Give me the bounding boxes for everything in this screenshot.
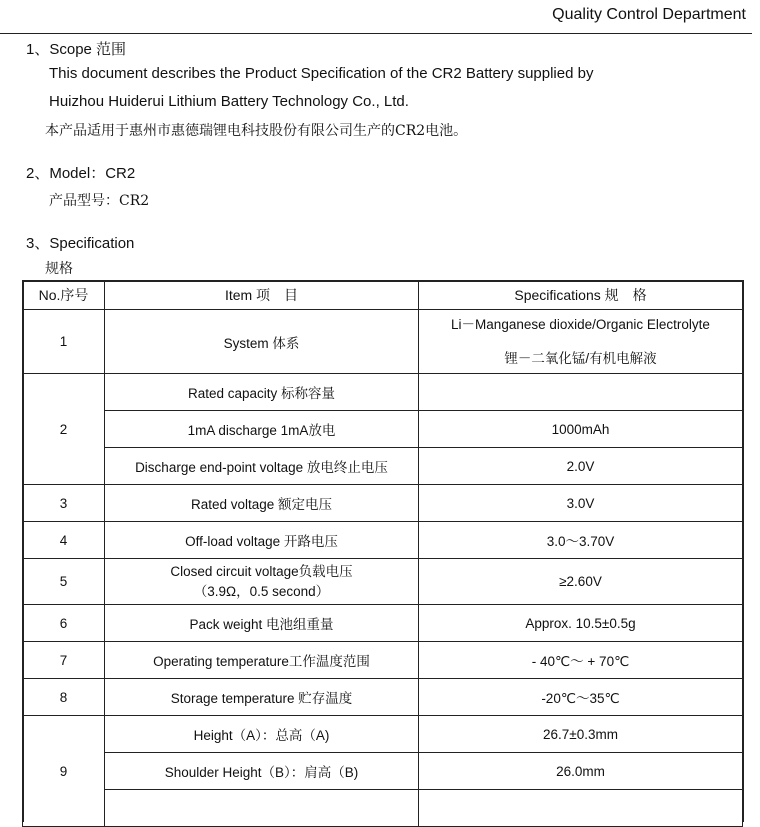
table-row (23, 448, 743, 485)
table-row (23, 374, 743, 411)
table-row (23, 522, 743, 559)
table-row (23, 790, 743, 827)
row-spec: -20℃～35℃ (419, 679, 743, 716)
row-spec: 3.0～3.70V (419, 522, 743, 559)
row-no: 4 (23, 522, 105, 559)
row-spec-line-1: Li－Manganese dioxide/Organic Electrolyte (451, 316, 710, 332)
table-row (23, 559, 743, 605)
row-item: Rated capacity 标称容量 (105, 374, 419, 411)
table-row (23, 411, 743, 448)
scope-heading: 1、Scope 范围 (26, 41, 127, 58)
row-item: Storage temperature 贮存温度 (105, 679, 419, 716)
row-item: Height（A）：总高（A) (105, 716, 419, 753)
row-no: 6 (23, 605, 105, 642)
table-row (23, 310, 743, 374)
row-spec (419, 790, 743, 827)
header-item: Item 项 目 (105, 281, 419, 310)
table-row (23, 716, 743, 753)
row-no: 1 (23, 310, 105, 374)
header-no: No.序号 (23, 281, 105, 310)
row-item: Pack weight 电池组重量 (105, 605, 419, 642)
row-spec: - 40℃～ + 70℃ (419, 642, 743, 679)
row-no: 8 (23, 679, 105, 716)
row-no: 3 (23, 485, 105, 522)
row-item: Shoulder Height（B）：肩高（B) (105, 753, 419, 790)
row-item: System 体系 (105, 310, 419, 374)
department-label: Quality Control Department (552, 6, 746, 23)
row-spec (419, 310, 743, 374)
scope-line-3: 本产品适用于惠州市惠德瑞锂电科技股份有限公司生产的CR2电池。 (45, 123, 468, 139)
model-line-1: 产品型号：CR2 (49, 193, 150, 209)
table-header-row (23, 281, 743, 310)
row-item: Discharge end-point voltage 放电终止电压 (105, 448, 419, 485)
page-header (0, 0, 752, 34)
row-item: Off-load voltage 开路电压 (105, 522, 419, 559)
row-spec (419, 374, 743, 411)
table-row (23, 753, 743, 790)
row-spec: 26.7±0.3mm (419, 716, 743, 753)
specification-subheading: 规格 (45, 261, 73, 277)
row-item-line-2: （3.9Ω，0.5 second） (193, 583, 330, 599)
row-spec: ≥2.60V (419, 559, 743, 605)
row-no: 9 (23, 716, 105, 827)
row-item: Operating temperature工作温度范围 (105, 642, 419, 679)
row-spec: 1000mAh (419, 411, 743, 448)
row-item (105, 790, 419, 827)
row-spec: 2.0V (419, 448, 743, 485)
row-item-line-1: Closed circuit voltage负载电压 (170, 563, 353, 579)
row-item (105, 559, 419, 605)
table-row (23, 679, 743, 716)
model-heading: 2、Model：CR2 (26, 165, 136, 182)
row-spec: Approx. 10.5±0.5g (419, 605, 743, 642)
row-item: Rated voltage 额定电压 (105, 485, 419, 522)
row-spec-line-2: 锂－二氧化锰/有机电解液 (504, 350, 657, 366)
row-no: 2 (23, 374, 105, 485)
row-no: 7 (23, 642, 105, 679)
row-no: 5 (23, 559, 105, 605)
row-item: 1mA discharge 1mA放电 (105, 411, 419, 448)
table-row (23, 605, 743, 642)
scope-line-1: This document describes the Product Specification of the CR2 Battery supplied by (49, 65, 594, 82)
specification-heading: 3、Specification (26, 235, 135, 252)
row-spec: 26.0mm (419, 753, 743, 790)
table-row (23, 642, 743, 679)
header-spec: Specifications 规 格 (419, 281, 743, 310)
spec-table (22, 280, 743, 827)
scope-line-2: Huizhou Huiderui Lithium Battery Technology Co., Ltd. (49, 93, 409, 110)
table-row (23, 485, 743, 522)
row-spec: 3.0V (419, 485, 743, 522)
